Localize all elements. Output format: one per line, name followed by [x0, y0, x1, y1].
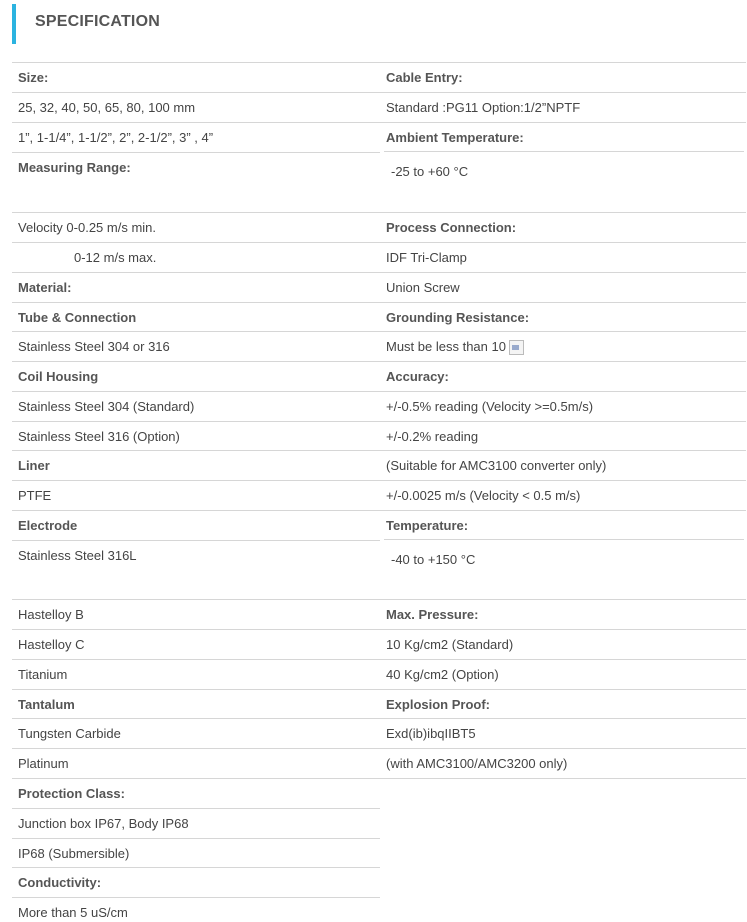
- spec-row: [380, 540, 746, 599]
- spec-row: [380, 391, 746, 421]
- spec-value-text: Must be less than 10: [386, 339, 506, 354]
- spec-row: [12, 838, 380, 867]
- spec-row: [12, 540, 380, 599]
- spec-value: Hastelloy B: [18, 607, 84, 622]
- spec-row: [12, 421, 380, 450]
- spec-value: Stainless Steel 316L: [18, 548, 137, 563]
- spec-label: Explosion Proof:: [386, 697, 490, 712]
- spec-value: Titanium: [18, 667, 68, 682]
- spec-row: [12, 361, 380, 391]
- spec-label: Conductivity:: [18, 875, 102, 890]
- spec-row: [380, 302, 746, 331]
- spec-row: [12, 510, 380, 540]
- spec-value: IDF Tri-Clamp: [386, 250, 467, 265]
- spec-label: Protection Class:: [18, 786, 125, 801]
- spec-row: [12, 718, 380, 748]
- spec-label: Max. Pressure:: [386, 607, 479, 622]
- spec-value: +/-0.0025 m/s (Velocity < 0.5 m/s): [386, 488, 581, 503]
- spec-label: Accuracy:: [386, 369, 449, 384]
- title-accent-bar: [12, 4, 16, 44]
- spec-value: (Suitable for AMC3100 converter only): [386, 458, 607, 473]
- spec-row: [380, 689, 746, 718]
- spec-row: [380, 599, 746, 629]
- spec-value: 25, 32, 40, 50, 65, 80, 100 mm: [18, 100, 196, 115]
- spec-label: Liner: [18, 458, 50, 473]
- spec-value: 40 Kg/cm2 (Option): [386, 667, 499, 682]
- spec-value: 1”, 1-1/4”, 1-1/2”, 2”, 2-1/2”, 3” , 4”: [18, 130, 214, 145]
- spec-row: [380, 450, 746, 480]
- spec-row: [12, 212, 380, 242]
- spec-row: [12, 331, 380, 361]
- spec-label: Process Connection:: [386, 220, 517, 235]
- spec-value: Platinum: [18, 756, 69, 771]
- spec-value: (with AMC3100/AMC3200 only): [386, 756, 568, 771]
- spec-value: Stainless Steel 304 (Standard): [18, 399, 195, 414]
- spec-row: [380, 242, 746, 272]
- spec-label: Measuring Range:: [18, 160, 131, 175]
- spec-row: [380, 212, 746, 242]
- spec-row: [12, 778, 380, 808]
- spec-row: [380, 152, 746, 212]
- spec-label: Cable Entry:: [386, 70, 463, 85]
- spec-value: Velocity 0-0.25 m/s min.: [18, 220, 156, 235]
- spec-value: -25 to +60 °C: [391, 164, 469, 179]
- spec-value: -40 to +150 °C: [391, 552, 476, 567]
- spec-row: [380, 331, 746, 361]
- spec-row: [12, 689, 380, 718]
- spec-row: [12, 242, 380, 272]
- spec-label: Tantalum: [18, 697, 75, 712]
- spec-value: +/-0.5% reading (Velocity >=0.5m/s): [386, 399, 594, 414]
- spec-value: Tungsten Carbide: [18, 726, 121, 741]
- spec-row: [12, 450, 380, 480]
- spec-row-end: [380, 778, 746, 779]
- spec-row: [380, 718, 746, 748]
- spec-row: [12, 391, 380, 421]
- spec-row: [380, 659, 746, 689]
- spec-row: [380, 480, 746, 510]
- spec-row: [380, 421, 746, 450]
- spec-column-right: [380, 62, 746, 779]
- spec-value: Hastelloy C: [18, 637, 85, 652]
- spec-value: +/-0.2% reading: [386, 429, 479, 444]
- spec-row: [12, 272, 380, 302]
- spec-label: Material:: [18, 280, 72, 295]
- spec-label: Tube & Connection: [18, 310, 137, 325]
- spec-label: Size:: [18, 70, 49, 85]
- spec-column-left: [12, 62, 380, 922]
- spec-row: [12, 867, 380, 897]
- spec-row: [12, 122, 380, 152]
- spec-value: More than 5 uS/cm: [18, 905, 128, 920]
- spec-row: [380, 629, 746, 659]
- spec-row: [12, 659, 380, 689]
- spec-row: [12, 302, 380, 331]
- section-title: SPECIFICATION: [35, 13, 160, 30]
- broken-image-icon: [509, 340, 524, 355]
- spec-row: [12, 748, 380, 778]
- spec-label: Coil Housing: [18, 369, 99, 384]
- spec-value: IP68 (Submersible): [18, 846, 130, 861]
- spec-value: Exd(ib)ibqIIBT5: [386, 726, 476, 741]
- spec-label: Ambient Temperature:: [386, 130, 524, 145]
- spec-row: [380, 361, 746, 391]
- spec-value: 0-12 m/s max.: [74, 250, 157, 265]
- spec-row: [12, 599, 380, 629]
- spec-value: Stainless Steel 316 (Option): [18, 429, 180, 444]
- spec-row: [12, 808, 380, 838]
- spec-value: Junction box IP67, Body IP68: [18, 816, 189, 831]
- spec-value: PTFE: [18, 488, 52, 503]
- spec-row: [380, 510, 746, 540]
- spec-row: [12, 152, 380, 212]
- spec-label: Temperature:: [386, 518, 469, 533]
- spec-row: [12, 897, 380, 922]
- spec-label: Electrode: [18, 518, 78, 533]
- spec-row: [380, 62, 746, 92]
- spec-row: [380, 272, 746, 302]
- spec-row: [380, 748, 746, 778]
- spec-row: [12, 629, 380, 659]
- spec-label: Grounding Resistance:: [386, 310, 530, 325]
- spec-value: [386, 339, 524, 355]
- spec-value: Standard :PG11 Option:1/2”NPTF: [386, 100, 581, 115]
- spec-row: [380, 92, 746, 122]
- spec-row: [12, 92, 380, 122]
- spec-row: [12, 480, 380, 510]
- spec-row: [12, 62, 380, 92]
- spec-row: [380, 122, 746, 152]
- spec-value: Union Screw: [386, 280, 460, 295]
- spec-value: Stainless Steel 304 or 316: [18, 339, 170, 354]
- spec-value: 10 Kg/cm2 (Standard): [386, 637, 514, 652]
